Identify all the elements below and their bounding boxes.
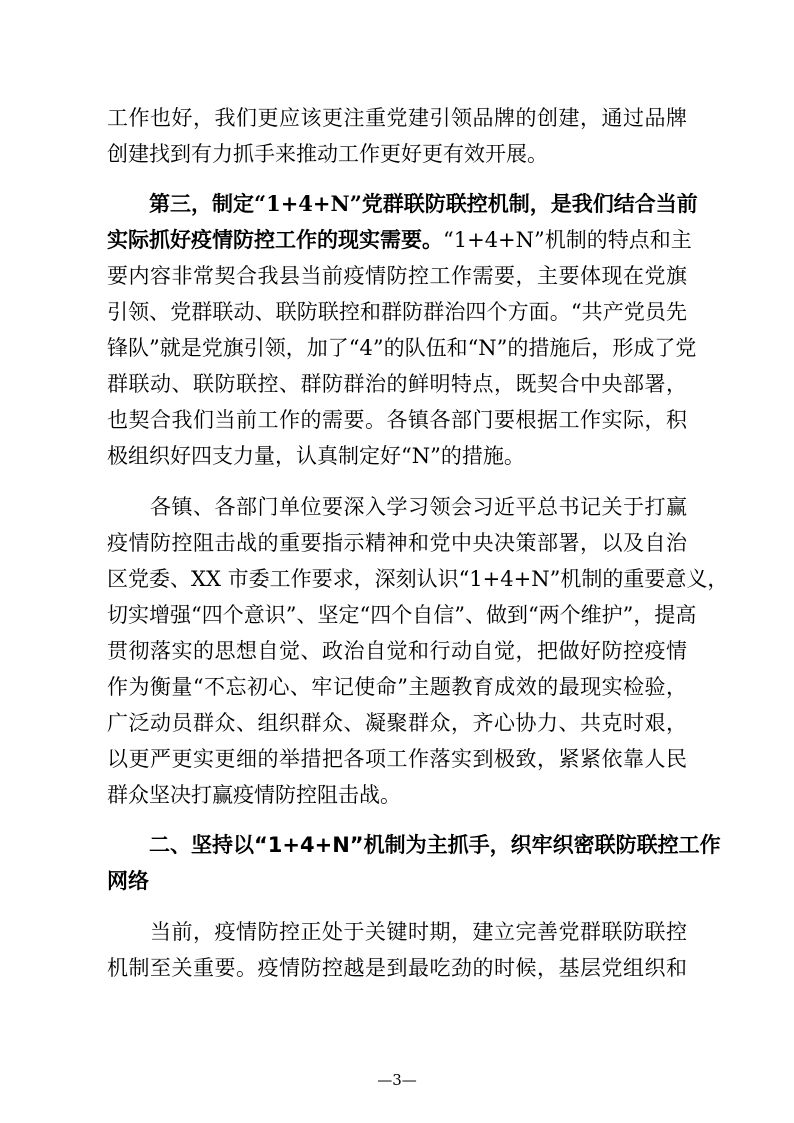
body-line xyxy=(107,402,687,438)
line-text: 当前，疫情防控正处于关键时期，建立完善党群联防联控 xyxy=(107,920,687,944)
body-line xyxy=(107,525,687,561)
body-line xyxy=(107,705,687,741)
line-text: 要内容非常契合我县当前疫情防控工作需要，主要体现在党旗 xyxy=(107,264,687,288)
body-line xyxy=(107,914,687,950)
emphasis-line xyxy=(107,186,698,222)
line-text: 切实增强“四个意识”、坚定“四个自信”、做到“两个维护”，提高 xyxy=(107,603,697,627)
body-line xyxy=(107,222,692,258)
heading-text: 二、坚持以“1+4+N”机制为主抓手，织牢织密联防联控工作 xyxy=(107,833,721,857)
line-text: 广泛动员群众、组织群众、凝聚群众，齐心协力、共克时艰， xyxy=(107,711,687,735)
body-line xyxy=(107,597,697,633)
line-text: 作为衡量“不忘初心、牢记使命”主题教育成效的最现实检验， xyxy=(107,675,687,699)
line-text: 区党委、XX 市委工作要求，深刻认识“1+4+N”机制的重要意义， xyxy=(107,567,729,591)
heading-text: 网络 xyxy=(107,869,149,893)
line-text: 机制至关重要。疫情防控越是到最吃劲的时候，基层党组织和 xyxy=(107,956,687,980)
line-text: 疫情防控阻击战的重要指示精神和党中央决策部署，以及自治 xyxy=(107,531,687,555)
line-text: “1+4+N”机制的特点和主 xyxy=(443,228,692,252)
line-text: 锋队”就是党旗引领，加了“4”的队伍和“N”的措施后，形成了党 xyxy=(107,336,697,360)
body-line xyxy=(107,258,687,294)
body-line xyxy=(107,489,687,525)
body-line xyxy=(107,438,687,474)
body-line xyxy=(107,294,687,330)
body-line xyxy=(107,777,687,813)
line-text: 极组织好四支力量，认真制定好“N”的措施。 xyxy=(107,444,525,468)
section-heading xyxy=(107,827,721,863)
body-line xyxy=(107,669,687,705)
line-text: 贯彻落实的思想自觉、政治自觉和行动自觉，把做好防控疫情 xyxy=(107,639,687,663)
body-line xyxy=(107,136,687,172)
line-text: 也契合我们当前工作的需要。各镇各部门要根据工作实际，积 xyxy=(107,408,687,432)
line-text: 群联动、联防联控、群防群治的鲜明特点，既契合中央部署， xyxy=(107,372,687,396)
body-line xyxy=(107,950,687,986)
line-text: 创建找到有力抓手来推动工作更好更有效开展。 xyxy=(107,142,548,166)
line-text: 各镇、各部门单位要深入学习领会习近平总书记关于打赢 xyxy=(107,495,687,519)
emphasis-text: 第三，制定“1+4+N”党群联防联控机制，是我们结合当前 xyxy=(107,191,698,216)
body-line xyxy=(107,330,697,366)
body-line xyxy=(107,561,729,597)
line-text: 群众坚决打赢疫情防控阻击战。 xyxy=(107,783,401,807)
page-number: —3— xyxy=(377,1071,417,1089)
body-line xyxy=(107,741,687,777)
line-text: 工作也好，我们更应该更注重党建引领品牌的创建，通过品牌 xyxy=(107,106,687,130)
section-heading xyxy=(107,863,687,899)
body-line xyxy=(107,633,687,669)
line-text: 引领、党群联动、联防联控和群防群治四个方面。“共产党员先 xyxy=(107,300,687,324)
body-line xyxy=(107,100,687,136)
emphasis-text: 实际抓好疫情防控工作的现实需要。 xyxy=(107,227,443,252)
line-text: 以更严更实更细的举措把各项工作落实到极致，紧紧依靠人民 xyxy=(107,747,687,771)
body-line xyxy=(107,366,687,402)
